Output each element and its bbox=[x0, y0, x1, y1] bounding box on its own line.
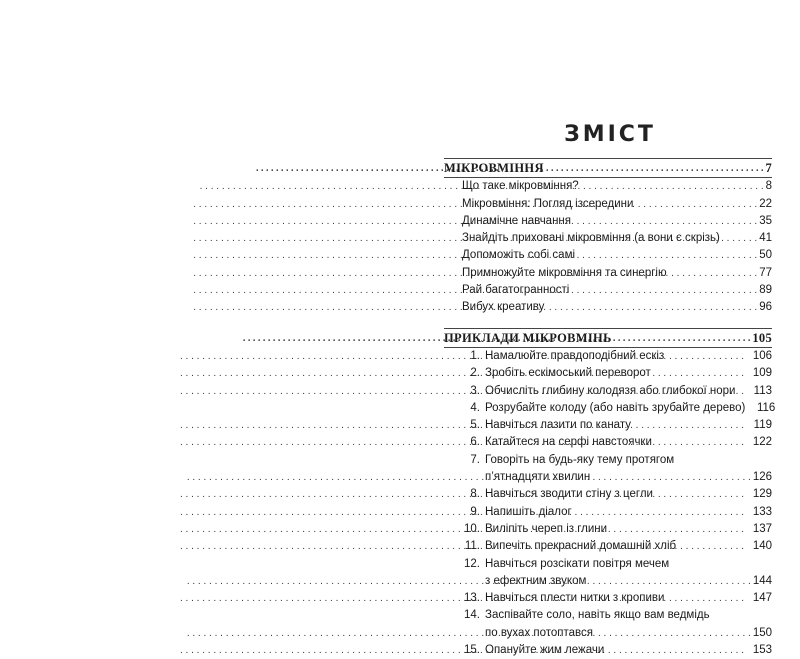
toc-example[interactable] bbox=[444, 486, 772, 503]
toc-entry-page: 96 bbox=[759, 301, 772, 314]
leader-dots bbox=[595, 625, 751, 642]
example-title: Випечіть прекрасний домашній хліб bbox=[485, 540, 677, 553]
leader-dots bbox=[581, 178, 764, 195]
example-page: 116 bbox=[756, 401, 776, 414]
leader-dots bbox=[655, 486, 744, 503]
example-title: Зробіть ескімоський переворот bbox=[485, 367, 651, 380]
example-title: Обчисліть глибину колодязя або глибокої нори bbox=[485, 384, 736, 397]
leader-dots bbox=[588, 573, 750, 590]
toc-part-heading[interactable] bbox=[444, 160, 772, 177]
leader-dots bbox=[666, 590, 744, 607]
toc-example-continuation[interactable] bbox=[444, 469, 772, 486]
leader-dots bbox=[669, 265, 758, 282]
example-title: Говоріть на будь-яку тему протягом bbox=[485, 453, 675, 466]
example-number: 12. bbox=[464, 557, 480, 570]
toc-entry[interactable] bbox=[444, 265, 772, 282]
leader-dots bbox=[571, 282, 757, 299]
example-number: 3. bbox=[470, 384, 480, 397]
toc-example[interactable] bbox=[444, 452, 772, 469]
leader-dots bbox=[546, 299, 757, 316]
example-page: 109 bbox=[752, 367, 772, 380]
example-title: Виліпіть череп із глини bbox=[485, 522, 608, 535]
leader-dots bbox=[577, 247, 757, 264]
example-title: Навчіться розсікати повітря мечем bbox=[485, 557, 670, 570]
toc-entry-page: 22 bbox=[759, 197, 772, 210]
example-number: 11. bbox=[464, 540, 480, 553]
example-number: 7. bbox=[470, 453, 480, 466]
example-page: 133 bbox=[752, 505, 772, 518]
toc-example[interactable] bbox=[444, 538, 772, 555]
example-number: 14. bbox=[464, 609, 480, 622]
example-number: 4. bbox=[470, 401, 480, 414]
toc-entry-page: 77 bbox=[759, 266, 772, 279]
toc-example[interactable] bbox=[444, 383, 772, 400]
example-title: Напишіть діалог bbox=[485, 505, 572, 518]
toc-entry-page: 89 bbox=[759, 284, 772, 297]
leader-dots bbox=[606, 642, 744, 659]
part-title: ПРИКЛАДИ МІКРОВМІНЬ bbox=[444, 330, 612, 345]
leader-dots bbox=[592, 469, 751, 486]
leader-dots bbox=[635, 196, 757, 213]
example-page: 122 bbox=[752, 436, 772, 449]
example-page: 113 bbox=[753, 384, 772, 397]
example-page: 106 bbox=[752, 349, 772, 362]
toc-entry-title: Вибух креативу bbox=[462, 301, 545, 314]
example-page: 150 bbox=[752, 626, 772, 639]
toc-entry[interactable] bbox=[444, 178, 772, 195]
toc-example[interactable] bbox=[444, 348, 772, 365]
toc-example[interactable] bbox=[444, 434, 772, 451]
toc-entry-title: Мікровміння: Погляд ізсередини bbox=[462, 197, 634, 210]
example-page: 144 bbox=[752, 574, 772, 587]
leader-dots bbox=[546, 160, 764, 177]
toc-part-heading[interactable] bbox=[444, 330, 772, 347]
toc-example[interactable] bbox=[444, 365, 772, 382]
example-title: Опануйте жим лежачи bbox=[485, 644, 605, 657]
toc-example[interactable] bbox=[444, 556, 772, 573]
toc-entry[interactable] bbox=[444, 213, 772, 230]
example-number: 8. bbox=[470, 488, 480, 501]
example-page: 140 bbox=[752, 540, 772, 553]
leader-dots bbox=[737, 383, 744, 400]
toc-example-continuation[interactable] bbox=[444, 625, 772, 642]
leader-dots bbox=[633, 417, 744, 434]
part-rule bbox=[444, 158, 772, 159]
example-number: 2. bbox=[470, 367, 480, 380]
example-number: 9. bbox=[470, 505, 480, 518]
example-page: 137 bbox=[752, 522, 772, 535]
example-title: Катайтеся на серфі навстоячки bbox=[485, 436, 652, 449]
leader-dots bbox=[614, 330, 751, 347]
toc-example[interactable] bbox=[444, 417, 772, 434]
toc-entry-title: Примножуйте мікровміння та синергію bbox=[462, 266, 667, 279]
part-page: 7 bbox=[765, 161, 772, 175]
toc-entry-title: Допоможіть собі самі bbox=[462, 249, 576, 262]
toc-example[interactable] bbox=[444, 504, 772, 521]
example-page: 153 bbox=[752, 644, 772, 657]
toc-example[interactable] bbox=[444, 521, 772, 538]
toc-entry[interactable] bbox=[444, 282, 772, 299]
example-title-cont: по вухах потоптався bbox=[485, 626, 594, 639]
toc-entry-page: 35 bbox=[759, 214, 772, 227]
example-title: Навчіться зводити стіну з цегли bbox=[485, 488, 653, 501]
toc-entry-title: Динамічне навчання bbox=[462, 214, 572, 227]
toc-entry[interactable] bbox=[444, 196, 772, 213]
toc-example[interactable] bbox=[444, 590, 772, 607]
example-title-cont: з ефектним звуком bbox=[485, 574, 587, 587]
toc-example[interactable] bbox=[444, 642, 772, 659]
toc-entry[interactable] bbox=[444, 299, 772, 316]
example-title: Навчіться плести нитки з кропиви bbox=[485, 592, 665, 605]
example-page: 129 bbox=[752, 488, 772, 501]
example-page: 126 bbox=[752, 471, 772, 484]
example-number: 13. bbox=[464, 592, 480, 605]
example-title: Намалюйте правдоподібний ескіз bbox=[485, 349, 665, 362]
toc-entry-title: Знайдіть приховані мікровміння (а вони є скрізь) bbox=[462, 232, 720, 245]
toc-entry-page: 8 bbox=[765, 180, 772, 193]
table-of-contents bbox=[444, 158, 776, 659]
toc-entry-page: 50 bbox=[759, 249, 772, 262]
page-title: ЗМІСТ bbox=[564, 122, 656, 147]
example-page: 147 bbox=[752, 592, 772, 605]
example-title-cont: п’ятнадцяти хвилин bbox=[485, 471, 591, 484]
leader-dots bbox=[678, 538, 744, 555]
example-title: Заспівайте соло, навіть якщо вам ведмідь bbox=[485, 609, 710, 622]
toc-example[interactable] bbox=[444, 607, 772, 624]
leader-dots bbox=[573, 213, 757, 230]
toc-entry-page: 41 bbox=[759, 232, 772, 245]
part-rule bbox=[444, 328, 772, 329]
toc-example-continuation[interactable] bbox=[444, 573, 772, 590]
example-number: 1. bbox=[470, 349, 480, 362]
leader-dots bbox=[609, 521, 744, 538]
leader-dots bbox=[653, 365, 744, 382]
part-page: 105 bbox=[752, 330, 772, 345]
toc-entry-title: Рай багатогранності bbox=[462, 284, 570, 297]
leader-dots bbox=[666, 348, 744, 365]
toc-entry[interactable] bbox=[444, 230, 772, 247]
example-title: Розрубайте колоду (або навіть зрубайте дерево) bbox=[485, 401, 746, 414]
part-title: МІКРОВМІННЯ bbox=[444, 161, 544, 175]
toc-example[interactable] bbox=[444, 400, 776, 417]
leader-dots bbox=[654, 434, 744, 451]
toc-entry[interactable] bbox=[444, 247, 772, 264]
example-page: 119 bbox=[753, 419, 772, 432]
example-number: 15. bbox=[464, 644, 480, 657]
leader-dots bbox=[574, 504, 744, 521]
example-number: 5. bbox=[470, 419, 480, 432]
example-number: 6. bbox=[470, 436, 480, 449]
example-number: 10. bbox=[464, 522, 480, 535]
toc-entry-title: Що таке мікровміння? bbox=[462, 180, 579, 193]
leader-dots bbox=[722, 230, 757, 247]
example-title: Навчіться лазити по канату bbox=[485, 419, 631, 432]
